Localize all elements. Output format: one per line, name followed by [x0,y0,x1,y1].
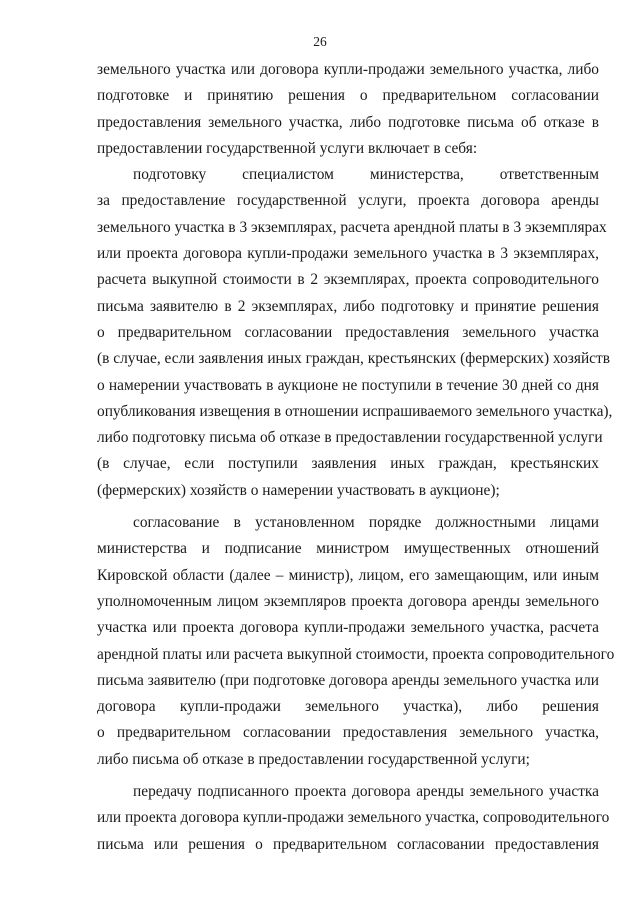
text-line: земельного участка в 3 экземплярах, расчета арендной платы в 3 экземплярах [97,218,607,236]
text-line: министерства и подписание министром имущественных отношений [97,540,599,558]
text-line: о предварительном согласовании предоставления земельного участка [97,323,599,341]
text-line: договора купли-продажи земельного участка), либо решения [97,698,599,716]
text-line: (фермерских) хозяйств о намерении участвовать в аукционе); [97,481,500,499]
text-line: письма заявителю в 2 экземплярах, либо подготовку и принятие решения [97,297,599,315]
text-line: согласование в установленном порядке должностными лицами [133,514,599,532]
text-line: передачу подписанного проекта договора аренды земельного участка [133,783,599,801]
text-line: арендной платы или расчета выкупной стоимости, проекта сопроводительного [97,645,615,663]
text-line: предоставлении государственной услуги включает в себя: [97,139,478,157]
text-line: опубликования извещения в отношении испрашиваемого земельного участка), [97,402,613,420]
text-line: подготовку специалистом министерства, ответственным [133,166,599,184]
text-line: земельного участка или договора купли-продажи земельного участка, либо [97,61,599,78]
text-line: участка или проекта договора купли-продажи земельного участка, расчета [97,619,599,637]
page-number: 26 [313,34,327,49]
paragraph-4 [97,779,610,858]
text-line: письма заявителю (при подготовке договора аренды земельного участка или [97,671,599,689]
text-line: о предварительном согласовании предоставления земельного участка, [97,724,599,742]
text-line: либо письма об отказе в предоставлении государственной услуги; [97,750,530,768]
text-line: (в случае, если поступили заявления иных граждан, крестьянских [97,455,599,473]
text-line: либо подготовку письма об отказе в предоставлении государственной услуги [97,429,603,447]
text-line: уполномоченным лицом экземпляров проекта договора аренды земельного [97,592,599,610]
text-line: или проекта договора купли-продажи земельного участка в 3 экземплярах, [97,245,599,263]
text-line: предоставления земельного участка, либо подготовке письма об отказе в [97,113,599,131]
paragraph-2 [97,162,613,504]
paragraph-1 [97,57,599,162]
text-line: за предоставление государственной услуги, проекта договора аренды [97,192,599,210]
text-line: (в случае, если заявления иных граждан, крестьянских (фермерских) хозяйств [97,350,611,368]
text-line: подготовке и принятию решения о предварительном согласовании [97,87,599,105]
paragraph-3 [97,510,615,773]
text-line: или проекта договора купли-продажи земельного участка, сопроводительного [97,809,610,827]
body-text [97,57,615,858]
text-line: о намерении участвовать в аукционе не поступили в течение 30 дней со дня [97,376,599,394]
text-line: Кировской области (далее – министр), лицом, его замещающим, или иным [97,566,599,584]
text-line: письма или решения о предварительном согласовании предоставления [97,835,599,853]
text-line: расчета выкупной стоимости в 2 экземплярах, проекта сопроводительного [97,271,599,289]
